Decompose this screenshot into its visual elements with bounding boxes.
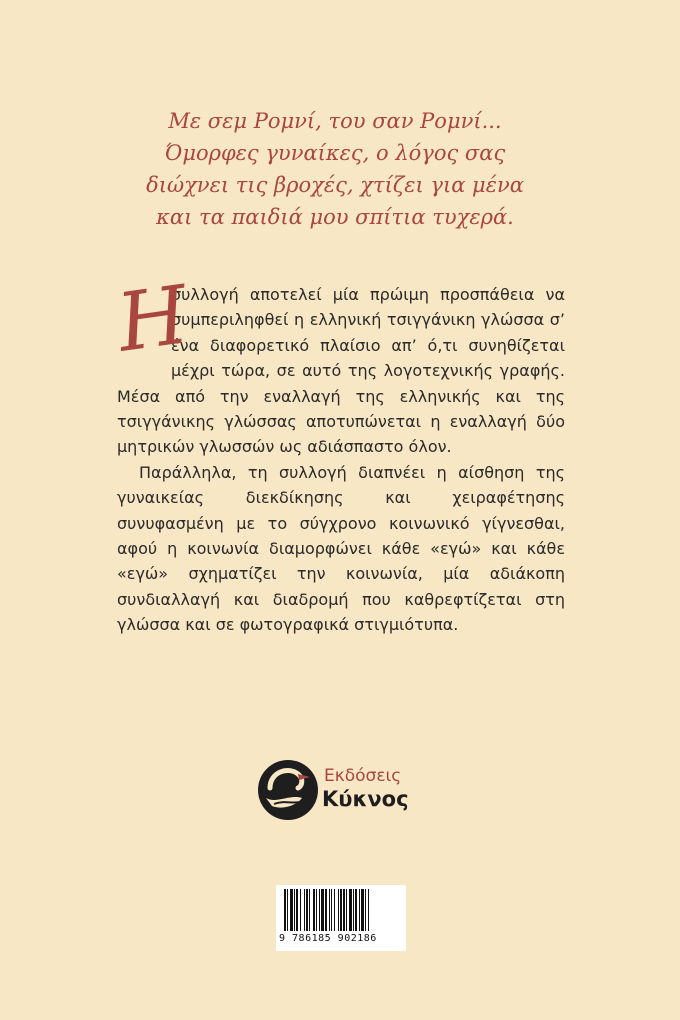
back-cover-blurb <box>111 268 565 638</box>
barcode-bar <box>309 889 310 931</box>
barcode-bar <box>319 889 320 931</box>
epigraph-line-2: Όμορφες γυναίκες, ο λόγος σας <box>164 141 506 165</box>
barcode-bar <box>359 889 360 931</box>
barcode-bar <box>355 889 357 931</box>
barcode-bar <box>316 889 317 931</box>
swan-logo-icon <box>258 754 322 824</box>
barcode-bar <box>340 889 342 931</box>
barcode-bar <box>365 889 366 931</box>
barcode-bar <box>329 889 330 931</box>
isbn-barcode <box>276 885 406 951</box>
barcode-bar <box>321 889 324 931</box>
barcode-bar <box>343 889 345 931</box>
barcode-bars <box>276 885 406 933</box>
publisher-logo <box>258 754 438 824</box>
barcode-bar <box>313 889 315 931</box>
barcode-bar <box>349 889 352 931</box>
isbn-digits: 9 786185 902186 <box>279 933 377 944</box>
blurb-paragraph-2: Παράλληλα, τη συλλογή διαπνέει η αίσθηση της γυναικείας διεκδίκησης και χειραφέτησης συνυφασμένη με το σύγχρονο κοινωνικό γίγνεσθαι, αφού η κοινωνία διαμορφώνει κάθε «εγώ» και κάθε «εγώ» σχηματίζει την κοινωνία, μία αδιάκοπη συνδιαλλαγή και διαδρομή που καθρεφτίζεται στη γλώσσα και σε φωτογραφικά στιγμιότυπα. <box>117 462 565 635</box>
barcode-bar <box>346 889 347 931</box>
barcode-bar <box>338 889 339 931</box>
barcode-bar <box>353 889 354 931</box>
epigraph-line-1: Με σεμ Ρομνί, του σαν Ρομνί... <box>168 109 502 133</box>
publisher-label: Εκδόσεις <box>324 766 402 786</box>
barcode-bar <box>304 889 305 931</box>
barcode-bar <box>287 889 288 931</box>
drop-cap: Η <box>111 268 194 370</box>
barcode-bar <box>306 889 308 931</box>
publisher-name: Κύκνος <box>322 787 409 811</box>
barcode-bar <box>331 889 332 931</box>
barcode-bar <box>284 889 286 931</box>
barcode-bar <box>294 889 295 931</box>
epigraph-line-4: και τα παιδιά μου σπίτια τυχερά. <box>156 205 514 229</box>
blurb-paragraph-1 <box>111 268 565 460</box>
barcode-bar <box>300 889 301 931</box>
barcode-bar <box>334 889 335 931</box>
barcode-bar <box>325 889 327 931</box>
blurb-paragraph-1-text: συλλογή αποτελεί μία πρώιμη προσπάθεια να συμπεριληφθεί η ελληνική τσιγγάνικη γλώσσα σ’ ένα διαφορετικό πλαίσιο απ’ ό,τι συνηθίζεται μέχρι τώρα, σε αυτό της λογοτεχνικής γραφής. Μέσα από την εναλλαγή της ελληνικής και της τσιγγάνικης γλώσσας αποτυπώνεται η εναλλαγή δύο μητρικών γλωσσών ως αδιάσπαστο όλον. <box>117 285 565 457</box>
epigraph <box>120 105 550 233</box>
barcode-bar <box>296 889 298 931</box>
barcode-bar <box>290 889 293 931</box>
barcode-bar <box>368 889 369 931</box>
epigraph-line-3: διώχνει τις βροχές, χτίζει για μένα <box>146 173 524 197</box>
barcode-bar <box>361 889 364 931</box>
